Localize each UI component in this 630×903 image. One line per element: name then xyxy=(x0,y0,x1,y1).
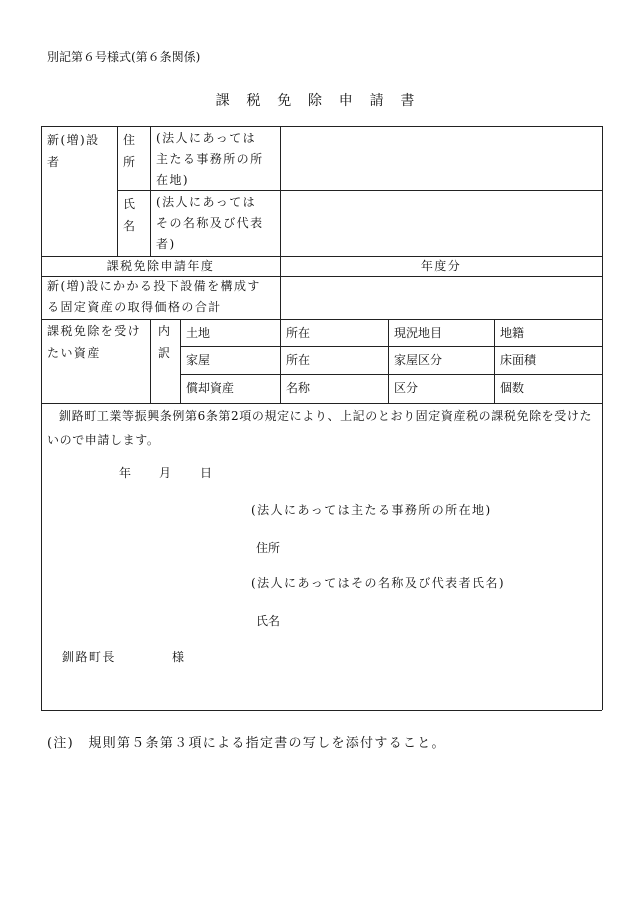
acquisition-cost-label: 新(増)設にかかる投下設備を構成す る固定資産の取得価格の合計 xyxy=(47,279,261,314)
asset-kind-depreciable: 償却資産 xyxy=(186,381,235,395)
date-year-label: 年 xyxy=(119,466,132,480)
divider xyxy=(494,319,495,403)
address-label: 住 所 xyxy=(123,133,136,169)
asset-land-area: 地籍 xyxy=(500,326,525,340)
divider xyxy=(150,319,151,403)
applicant-address-label: 住所 xyxy=(256,541,281,555)
fiscal-year-label: 課税免除申請年度 xyxy=(106,259,215,273)
divider xyxy=(280,319,281,403)
divider xyxy=(117,126,118,256)
divider xyxy=(180,374,602,375)
new-builder-label: 新(増)設 者 xyxy=(47,133,100,169)
table-border-left xyxy=(41,126,42,710)
asset-kind-building: 家屋 xyxy=(186,353,211,367)
applicant-name-label: 氏名 xyxy=(256,614,281,628)
asset-building-category: 家屋区分 xyxy=(394,353,443,367)
date-month-label: 月 xyxy=(159,466,172,480)
address-note: (法人にあっては 主たる事務所の所 在地) xyxy=(156,131,264,187)
recipient-name: 釧路町長 xyxy=(62,650,116,664)
footnote: (注) 規則第５条第３項による指定書の写しを添付すること。 xyxy=(47,736,446,751)
exempt-asset-label: 課税免除を受け たい資産 xyxy=(47,324,142,360)
fiscal-year-value[interactable]: 年度分 xyxy=(420,259,462,273)
asset-depreciable-count: 個数 xyxy=(500,381,525,395)
asset-land-location: 所在 xyxy=(286,326,311,340)
name-field[interactable] xyxy=(281,191,601,255)
page-title: 課税免除申請書 xyxy=(215,93,432,109)
asset-depreciable-category: 区分 xyxy=(394,381,419,395)
divider xyxy=(180,319,181,403)
applicant-address-note: (法人にあっては主たる事務所の所在地) xyxy=(251,503,492,517)
address-field[interactable] xyxy=(281,127,601,189)
date-day-label: 日 xyxy=(200,466,213,480)
asset-depreciable-name: 名称 xyxy=(286,381,311,395)
divider xyxy=(388,319,389,403)
divider xyxy=(150,126,151,256)
asset-building-floor-area: 床面積 xyxy=(500,353,537,367)
divider xyxy=(180,346,602,347)
declaration-text: 釧路町工業等振興条例第6条第2項の規定により、上記のとおり固定資産税の課税免除を受けたいので申請します。 xyxy=(47,409,593,447)
name-note: (法人にあっては その名称及び代表 者) xyxy=(156,195,264,251)
asset-building-location: 所在 xyxy=(286,353,311,367)
form-reference: 別記第６号様式(第６条関係) xyxy=(47,50,201,64)
breakdown-label: 内 訳 xyxy=(158,324,171,360)
recipient-honorific: 様 xyxy=(172,650,185,664)
applicant-name-note: (法人にあってはその名称及び代表者氏名) xyxy=(251,576,506,590)
table-border-bottom xyxy=(41,710,602,711)
name-label: 氏 名 xyxy=(123,197,136,233)
acquisition-cost-field[interactable] xyxy=(281,277,601,318)
asset-kind-land: 土地 xyxy=(186,326,211,340)
table-border-right xyxy=(602,126,603,710)
asset-land-category: 現況地目 xyxy=(394,326,443,340)
